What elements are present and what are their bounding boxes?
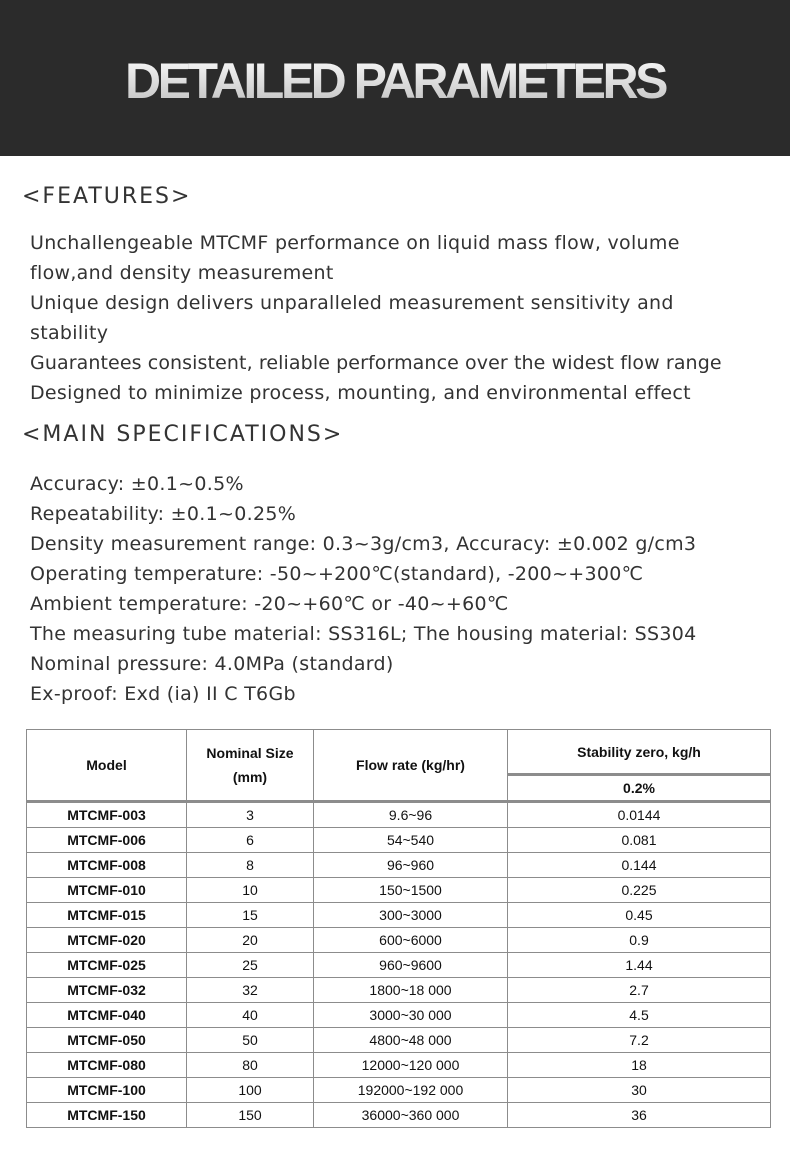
header-banner bbox=[0, 0, 790, 156]
cell-nominal-size: 150 bbox=[187, 1103, 314, 1128]
table-row bbox=[27, 928, 771, 953]
table-row bbox=[27, 802, 771, 828]
cell-nominal-size: 100 bbox=[187, 1078, 314, 1103]
cell-flow-rate: 1800~18 000 bbox=[314, 978, 508, 1003]
cell-nominal-size: 25 bbox=[187, 953, 314, 978]
cell-model: MTCMF-003 bbox=[27, 802, 187, 828]
cell-flow-rate: 12000~120 000 bbox=[314, 1053, 508, 1078]
cell-stability-zero: 0.9 bbox=[508, 928, 771, 953]
spec-line: Density measurement range: 0.3~3g/cm3, Accuracy: ±0.002 g/cm3 bbox=[30, 533, 697, 555]
cell-nominal-size: 3 bbox=[187, 802, 314, 828]
cell-stability-zero: 2.7 bbox=[508, 978, 771, 1003]
cell-stability-zero: 1.44 bbox=[508, 953, 771, 978]
page-title: DETAILED PARAMETERS bbox=[0, 52, 790, 110]
cell-stability-zero: 18 bbox=[508, 1053, 771, 1078]
cell-nominal-size: 6 bbox=[187, 828, 314, 853]
cell-model: MTCMF-040 bbox=[27, 1003, 187, 1028]
cell-flow-rate: 4800~48 000 bbox=[314, 1028, 508, 1053]
cell-model: MTCMF-150 bbox=[27, 1103, 187, 1128]
cell-stability-zero: 0.225 bbox=[508, 878, 771, 903]
cell-nominal-size: 20 bbox=[187, 928, 314, 953]
table-row bbox=[27, 953, 771, 978]
feature-line: Unique design delivers unparalleled measurement sensitivity and bbox=[30, 292, 674, 314]
cell-model: MTCMF-020 bbox=[27, 928, 187, 953]
spec-line: Operating temperature: -50~+200℃(standard), -200~+300℃ bbox=[30, 563, 644, 585]
cell-stability-zero: 0.45 bbox=[508, 903, 771, 928]
feature-line: Designed to minimize process, mounting, and environmental effect bbox=[30, 382, 691, 404]
cell-flow-rate: 960~9600 bbox=[314, 953, 508, 978]
cell-flow-rate: 300~3000 bbox=[314, 903, 508, 928]
table-row bbox=[27, 828, 771, 853]
nominal-size-unit: (mm) bbox=[232, 769, 268, 785]
cell-flow-rate: 54~540 bbox=[314, 828, 508, 853]
table-row bbox=[27, 1053, 771, 1078]
spec-line: Repeatability: ±0.1~0.25% bbox=[30, 503, 297, 525]
specifications-list bbox=[30, 469, 790, 709]
column-header-stability-zero: Stability zero, kg/h bbox=[508, 730, 771, 775]
feature-line: Guarantees consistent, reliable performance over the widest flow range bbox=[30, 352, 722, 374]
cell-flow-rate: 36000~360 000 bbox=[314, 1103, 508, 1128]
table-row bbox=[27, 1078, 771, 1103]
table-row bbox=[27, 1103, 771, 1128]
table-row bbox=[27, 1003, 771, 1028]
cell-flow-rate: 150~1500 bbox=[314, 878, 508, 903]
cell-model: MTCMF-015 bbox=[27, 903, 187, 928]
cell-model: MTCMF-080 bbox=[27, 1053, 187, 1078]
cell-nominal-size: 50 bbox=[187, 1028, 314, 1053]
column-header-flow-rate: Flow rate (kg/hr) bbox=[314, 730, 508, 802]
cell-stability-zero: 0.0144 bbox=[508, 802, 771, 828]
table-row bbox=[27, 903, 771, 928]
specifications-heading: <MAIN SPECIFICATIONS> bbox=[22, 422, 344, 447]
spec-line: Accuracy: ±0.1~0.5% bbox=[30, 473, 244, 495]
cell-nominal-size: 8 bbox=[187, 853, 314, 878]
cell-stability-zero: 36 bbox=[508, 1103, 771, 1128]
parameters-table bbox=[26, 729, 771, 1128]
cell-stability-zero: 7.2 bbox=[508, 1028, 771, 1053]
cell-model: MTCMF-010 bbox=[27, 878, 187, 903]
cell-flow-rate: 9.6~96 bbox=[314, 802, 508, 828]
cell-flow-rate: 600~6000 bbox=[314, 928, 508, 953]
cell-flow-rate: 192000~192 000 bbox=[314, 1078, 508, 1103]
cell-model: MTCMF-008 bbox=[27, 853, 187, 878]
feature-line: Unchallengeable MTCMF performance on liquid mass flow, volume bbox=[30, 232, 680, 254]
features-heading: <FEATURES> bbox=[22, 184, 192, 209]
column-header-nominal-size bbox=[187, 730, 314, 802]
table-row bbox=[27, 853, 771, 878]
cell-nominal-size: 40 bbox=[187, 1003, 314, 1028]
cell-nominal-size: 32 bbox=[187, 978, 314, 1003]
cell-model: MTCMF-050 bbox=[27, 1028, 187, 1053]
spec-line: Ex-proof: Exd (ia) II C T6Gb bbox=[30, 683, 296, 705]
cell-stability-zero: 0.081 bbox=[508, 828, 771, 853]
column-subheader-stability-percent: 0.2% bbox=[508, 775, 771, 802]
cell-nominal-size: 10 bbox=[187, 878, 314, 903]
cell-stability-zero: 4.5 bbox=[508, 1003, 771, 1028]
cell-model: MTCMF-100 bbox=[27, 1078, 187, 1103]
table-row bbox=[27, 878, 771, 903]
table-row bbox=[27, 1028, 771, 1053]
cell-nominal-size: 15 bbox=[187, 903, 314, 928]
cell-model: MTCMF-006 bbox=[27, 828, 187, 853]
feature-line: flow,and density measurement bbox=[30, 262, 334, 284]
features-list bbox=[30, 228, 790, 408]
spec-line: The measuring tube material: SS316L; The housing material: SS304 bbox=[30, 623, 697, 645]
cell-nominal-size: 80 bbox=[187, 1053, 314, 1078]
feature-line: stability bbox=[30, 322, 109, 344]
nominal-size-label: Nominal Size bbox=[206, 745, 294, 761]
table-body bbox=[27, 802, 771, 1128]
table-row bbox=[27, 978, 771, 1003]
cell-stability-zero: 0.144 bbox=[508, 853, 771, 878]
cell-model: MTCMF-025 bbox=[27, 953, 187, 978]
cell-stability-zero: 30 bbox=[508, 1078, 771, 1103]
cell-flow-rate: 96~960 bbox=[314, 853, 508, 878]
cell-model: MTCMF-032 bbox=[27, 978, 187, 1003]
spec-line: Nominal pressure: 4.0MPa (standard) bbox=[30, 653, 394, 675]
spec-line: Ambient temperature: -20~+60℃ or -40~+60℃ bbox=[30, 593, 509, 615]
cell-flow-rate: 3000~30 000 bbox=[314, 1003, 508, 1028]
column-header-model: Model bbox=[27, 730, 187, 802]
